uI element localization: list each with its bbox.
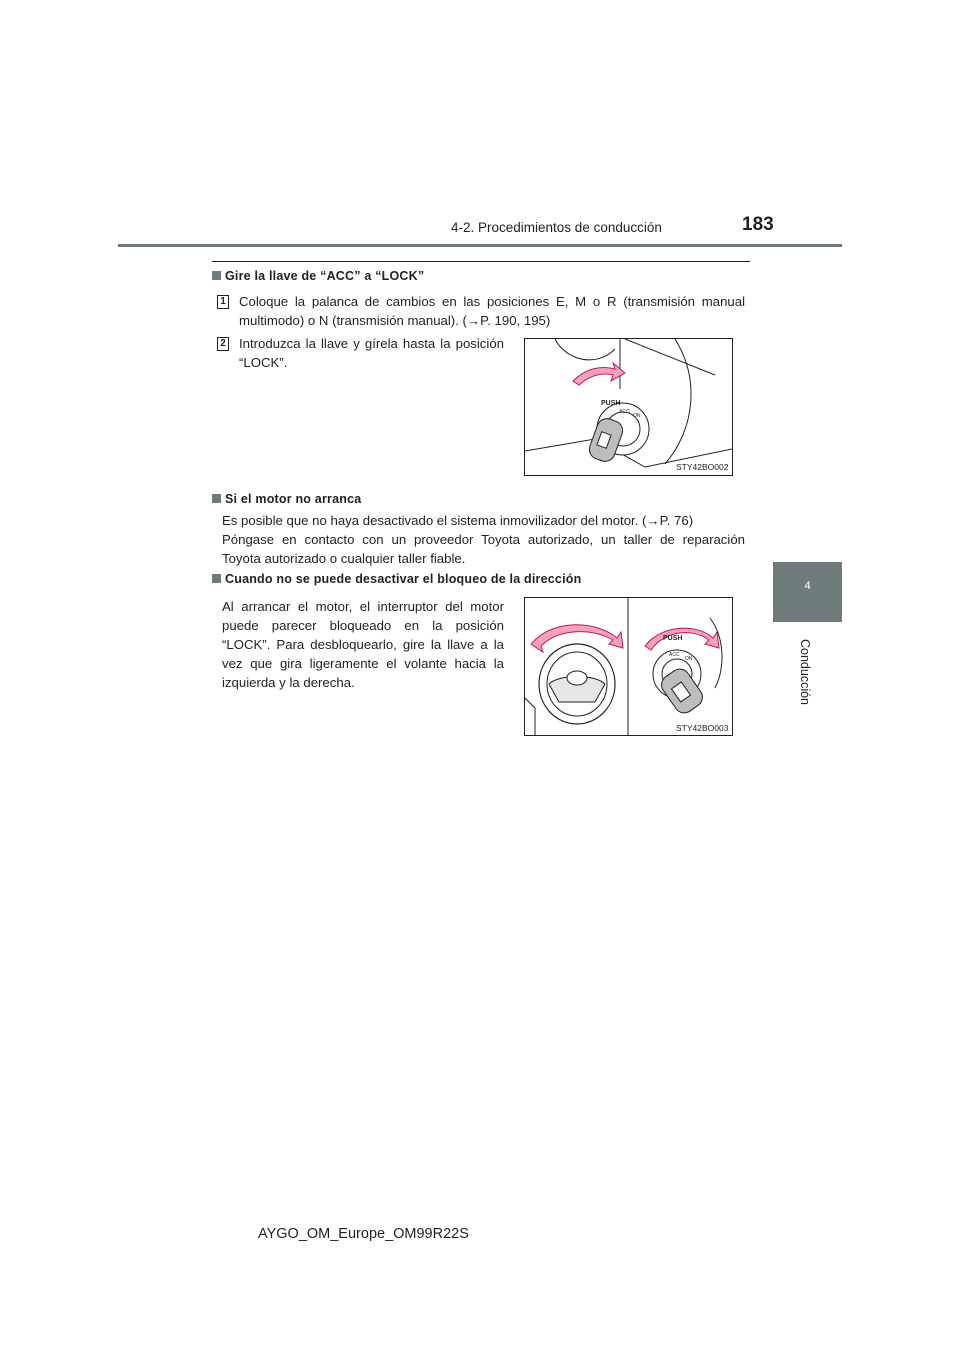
steering-wheel-illustration [525,598,732,735]
on-label: ON [633,413,641,419]
heading-lock [212,269,424,283]
step-number-2: 2 [217,337,229,351]
push-label-2: PUSH [663,635,683,642]
no-start-line2: Póngase en contacto con un proveedor Toyota autorizado, un taller de reparación [222,532,745,547]
step2-line2: “LOCK”. [239,355,288,370]
heading-no-start-text: Si el motor no arranca [225,492,362,506]
heading-steering-lock [212,572,581,586]
chapter-number: 4 [804,580,811,592]
no-start-line1: Es posible que no haya desactivado el sistema inmovilizador del motor. (→P. 76) [222,513,694,528]
steering-line3: “LOCK”. Para desbloquearlo, gire la llave a la [222,637,504,652]
steering-line4: vez que gira ligeramente el volante hacia la [222,656,504,671]
step1-line1: Coloque la palanca de cambios en las posiciones E, M o R (transmisión manual [239,294,745,309]
on-label-2: ON [685,656,693,662]
acc-label: ACC [619,409,630,415]
steering-line2: puede parecer bloqueado en la posición [222,618,504,633]
heading-lock-text: Gire la llave de “ACC” a “LOCK” [225,269,425,283]
step-number-1: 1 [217,295,229,309]
ignition-key-figure [524,338,733,476]
document-id: AYGO_OM_Europe_OM99R22S [258,1226,469,1242]
push-label: PUSH [601,400,621,407]
figure-code-2: STY42BO003 [676,723,729,733]
section-title: 4-2. Procedimientos de conducción [451,220,662,235]
content-rule [212,261,750,262]
chapter-label: Conducción [798,638,812,706]
heading-bullet-icon [212,494,221,503]
chapter-tab [773,562,842,622]
page-number: 183 [742,214,774,235]
steering-line5: izquierda y la derecha. [222,675,355,690]
figure-code-1: STY42BO002 [676,462,729,472]
steering-wheel-figure [524,597,733,736]
header-rule [118,244,842,247]
step1-line2: multimodo) o N (transmisión manual). (→P. 190, 195) [239,313,551,328]
no-start-line3: Toyota autorizado o cualquier taller fiable. [222,551,466,566]
acc-label-2: ACC [669,652,680,658]
heading-steering-lock-text: Cuando no se puede desactivar el bloqueo de la dirección [225,572,582,586]
heading-no-start [212,492,361,506]
steering-line1: Al arrancar el motor, el interruptor del motor [222,599,504,614]
heading-bullet-icon [212,271,221,280]
step2-line1: Introduzca la llave y gírela hasta la posición [239,336,504,351]
ignition-key-illustration [525,339,732,475]
heading-bullet-icon [212,574,221,583]
